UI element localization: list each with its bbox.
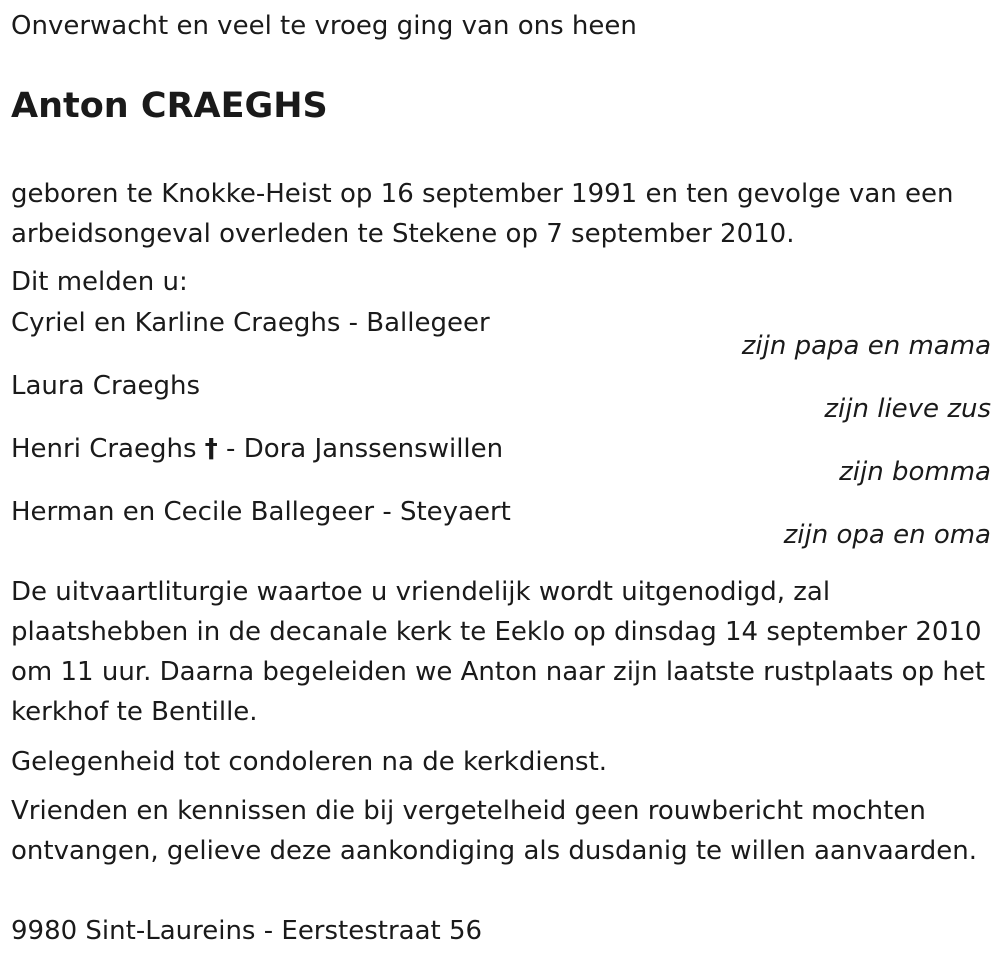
family-relation: zijn lieve zus [824, 394, 991, 424]
condolence-line: Gelegenheid tot condoleren na de kerkdienst. [11, 747, 608, 777]
address-line: 9980 Sint-Laureins - Eerstestraat 56 [11, 916, 483, 946]
friends-paragraph: Vrienden en kennissen die bij vergetelheid geen rouwbericht mochten ontvangen, gelieve deze aankondiging als dusdanig te willen aanvaarden. [11, 796, 978, 866]
family-relation: zijn opa en oma [783, 520, 991, 550]
family-relation: zijn papa en mama [741, 331, 991, 361]
deceased-name: Anton CRAEGHS [11, 86, 328, 126]
family-member: Laura Craeghs [11, 371, 201, 401]
intro-line: Onverwacht en veel te vroeg ging van ons heen [11, 11, 637, 41]
family-entry [11, 492, 991, 550]
family-entry [11, 303, 991, 361]
family-relation: zijn bomma [839, 457, 991, 487]
family-entry [11, 429, 991, 487]
birth-death-paragraph: geboren te Knokke-Heist op 16 september 1991 en ten gevolge van een arbeidsongeval overleden te Stekene op 7 september 2010. [11, 179, 954, 249]
announce-line: Dit melden u: [11, 267, 188, 297]
cross-icon: † [204, 434, 218, 464]
family-member-name: Henri Craeghs [11, 434, 197, 464]
family-member-partner: - Dora Janssenswillen [226, 434, 504, 464]
family-entry [11, 366, 991, 424]
funeral-liturgy-paragraph: De uitvaartliturgie waartoe u vriendelijk wordt uitgenodigd, zal plaatshebben in de decanale kerk te Eeklo op dinsdag 14 september 2010 om 11 uur. Daarna begeleiden we Anton naar zijn laatste rustplaats op het kerkhof te Bentille. [11, 577, 986, 727]
family-member: Herman en Cecile Ballegeer - Steyaert [11, 497, 511, 527]
family-member: Cyriel en Karline Craeghs - Ballegeer [11, 308, 490, 338]
